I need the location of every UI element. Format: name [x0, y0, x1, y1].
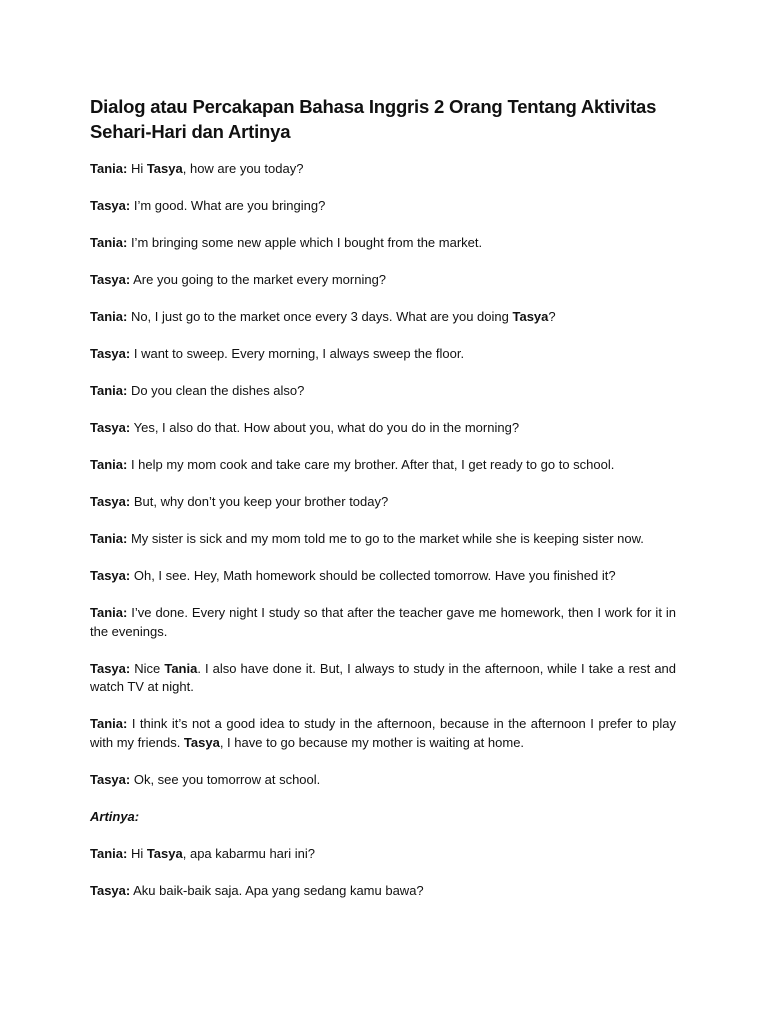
dialog-line — [90, 715, 676, 752]
line-text: Hi — [127, 161, 147, 176]
speaker-label: Tania: — [90, 457, 128, 472]
dialog-line — [90, 660, 676, 697]
speaker-label: Tasya: — [90, 494, 131, 509]
line-text: My sister is sick and my mom told me to go to the market while she is keeping sister now. — [127, 531, 644, 546]
dialog-line — [90, 604, 676, 641]
speaker-label: Tania: — [90, 716, 128, 731]
line-text: . I also have done it. But, I always to study in the afternoon, while I take a rest and watch TV at night. — [90, 660, 677, 694]
translation-line — [90, 845, 676, 864]
dialog-line — [90, 308, 676, 327]
line-text: , how are you today? — [182, 161, 304, 176]
line-text: Oh, I see. Hey, Math homework should be collected tomorrow. Have you finished it? — [130, 568, 616, 583]
line-text: I’ve done. Every night I study so that after the teacher gave me homework, then I work for it in the evenings. — [90, 605, 676, 639]
bold-name: Tasya — [146, 161, 183, 176]
line-text: I’m good. What are you bringing? — [130, 198, 326, 213]
speaker-label: Tania: — [90, 845, 128, 861]
speaker-label: Tania: — [90, 309, 128, 324]
speaker-label: Tania: — [90, 531, 128, 546]
line-text: I think it’s not a good idea to study in the afternoon, because in the afternoon I prefer to play with my friends. — [90, 716, 676, 750]
speaker-label: Tasya: — [90, 771, 131, 787]
speaker-label: Tania: — [90, 235, 128, 250]
line-text: Aku baik-baik saja. Apa yang sedang kamu bawa? — [130, 882, 424, 898]
speaker-label: Tasya: — [90, 568, 131, 583]
dialog-line — [90, 234, 676, 253]
speaker-label: Tasya: — [90, 198, 131, 213]
dialog-line — [90, 567, 676, 586]
dialog-line — [90, 771, 676, 790]
dialog-line — [90, 382, 676, 401]
line-text: , apa kabarmu hari ini? — [182, 845, 315, 861]
line-text: ? — [548, 309, 556, 324]
speaker-label: Tasya: — [90, 346, 131, 361]
line-text: Ok, see you tomorrow at school. — [130, 771, 321, 787]
bold-name: Tania — [164, 660, 198, 676]
translation-lines — [90, 845, 676, 901]
line-text: I help my mom cook and take care my brother. After that, I get ready to go to school. — [127, 457, 615, 472]
bold-name: Tasya — [146, 845, 183, 861]
dialog-line — [90, 271, 676, 290]
dialog-line — [90, 197, 676, 216]
line-text: I’m bringing some new apple which I bought from the market. — [127, 235, 483, 250]
line-text: , I have to go because my mother is waiting at home. — [219, 734, 525, 750]
dialog-line — [90, 530, 676, 549]
line-text: Hi — [127, 845, 147, 861]
bold-name: Tasya — [512, 309, 549, 324]
dialog-lines — [90, 160, 676, 789]
speaker-label: Tania: — [90, 383, 128, 398]
dialog-line — [90, 160, 676, 179]
line-text: I want to sweep. Every morning, I always sweep the floor. — [130, 346, 465, 361]
speaker-label: Tasya: — [90, 660, 131, 676]
translation-line — [90, 882, 676, 901]
dialog-body — [90, 160, 676, 900]
translation-heading: Artinya: — [90, 808, 140, 824]
dialog-line — [90, 419, 676, 438]
document-title: Dialog atau Percakapan Bahasa Inggris 2 Orang Tentang Aktivitas Sehari-Hari dan Artinya — [90, 96, 657, 142]
dialog-line — [90, 456, 676, 475]
line-text: Do you clean the dishes also? — [127, 383, 305, 398]
dialog-line — [90, 345, 676, 364]
speaker-label: Tasya: — [90, 420, 131, 435]
speaker-label: Tasya: — [90, 882, 131, 898]
dialog-line — [90, 493, 676, 512]
line-text: Yes, I also do that. How about you, what do you do in the morning? — [130, 420, 520, 435]
speaker-label: Tasya: — [90, 272, 131, 287]
line-text: But, why don’t you keep your brother today? — [130, 494, 389, 509]
speaker-label: Tania: — [90, 605, 128, 620]
line-text: No, I just go to the market once every 3 days. What are you doing — [127, 309, 513, 324]
speaker-label: Tania: — [90, 161, 128, 176]
bold-name: Tasya — [183, 734, 220, 750]
line-text: Are you going to the market every morning? — [130, 272, 387, 287]
line-text: Nice — [130, 660, 165, 676]
